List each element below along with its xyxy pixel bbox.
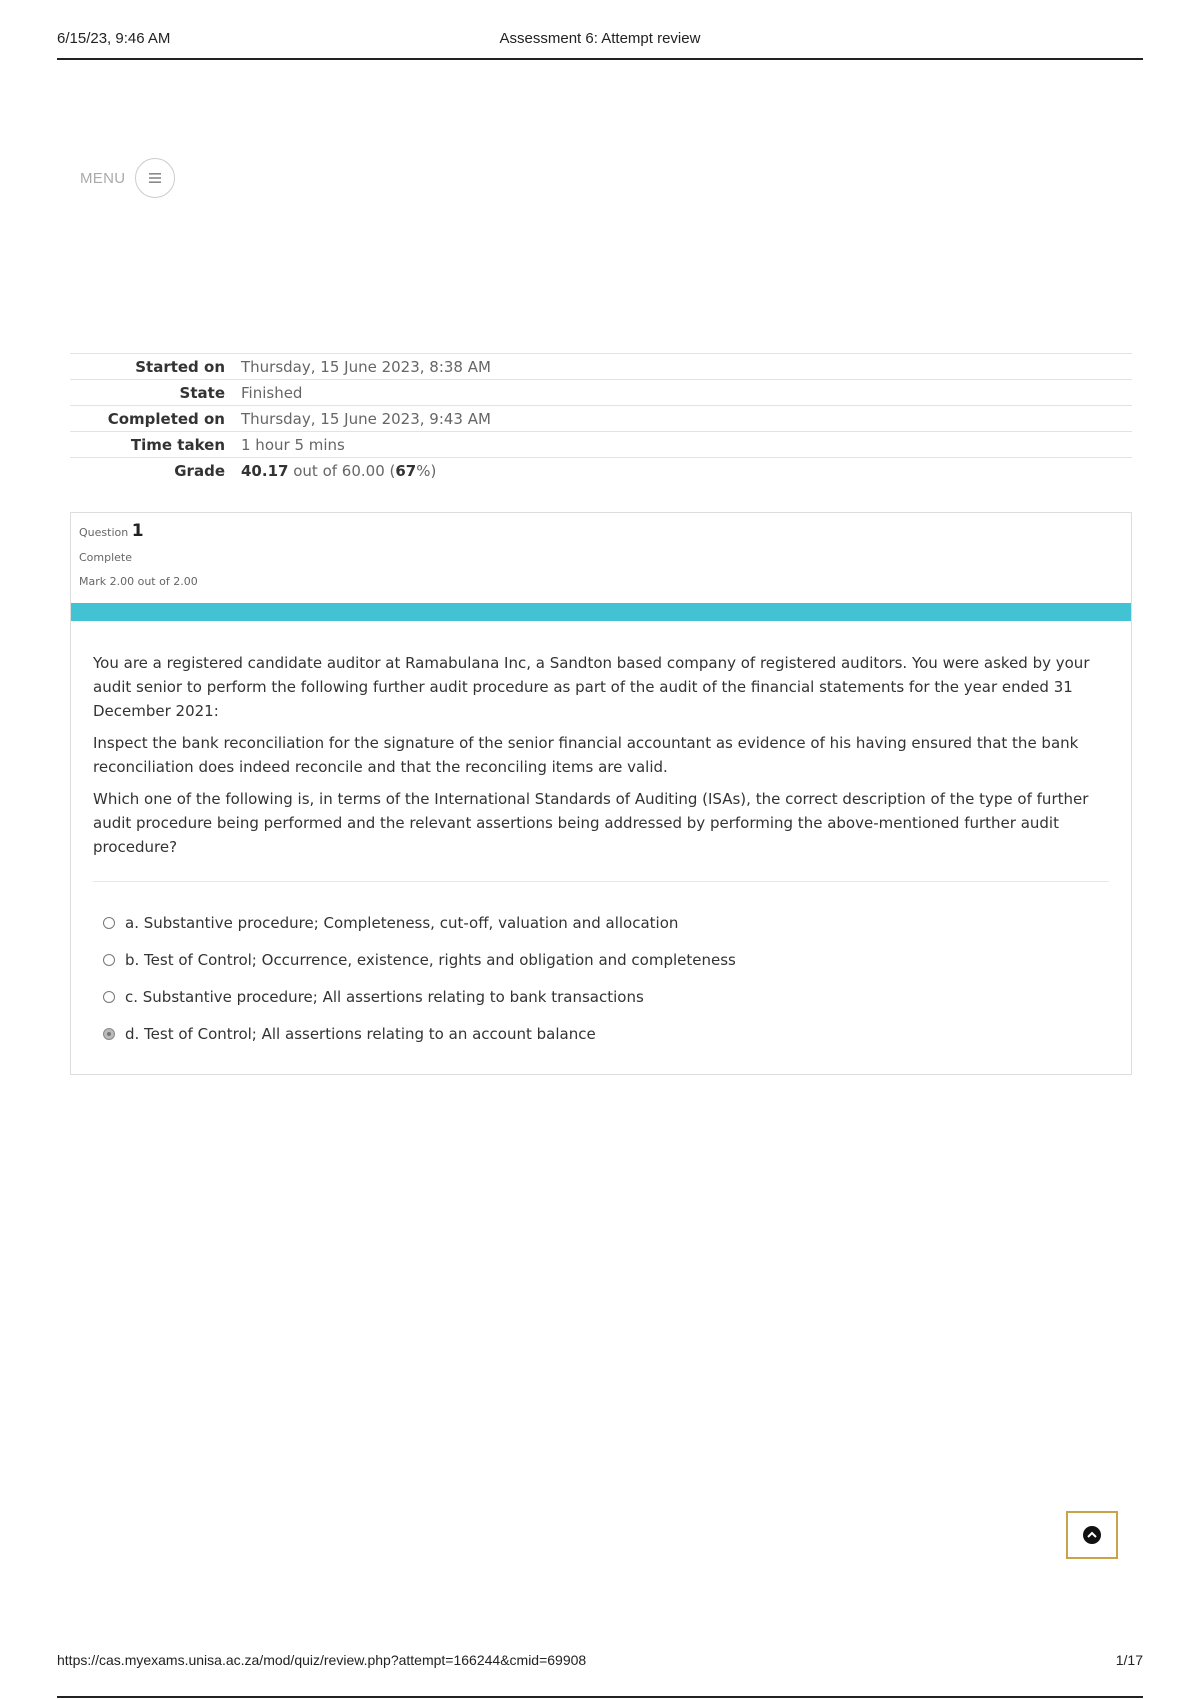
question-text: [71, 621, 1131, 859]
print-datetime: 6/15/23, 9:46 AM: [57, 30, 171, 47]
summary-row: [70, 380, 1132, 406]
menu-label: MENU: [80, 169, 126, 187]
radio-button[interactable]: [103, 991, 115, 1003]
grade-percent: 67: [395, 462, 417, 480]
page-url: https://cas.myexams.unisa.ac.za/mod/quiz/review.php?attempt=166244&cmid=69908: [57, 1652, 587, 1668]
question-status: Complete: [79, 551, 133, 564]
summary-value: Finished: [241, 384, 303, 402]
answer-option-c[interactable]: [103, 978, 1109, 1015]
answer-list: [71, 882, 1131, 1052]
question-label: Question: [79, 526, 129, 539]
radio-button[interactable]: [103, 917, 115, 929]
question-card: [70, 512, 1132, 1075]
question-paragraph: You are a registered candidate auditor at Ramabulana Inc, a Sandton based company of registered auditors. You were asked by your audit senior to perform the following further audit procedure as part of the audit of the financial statements for the year ended 31 December 2021:: [93, 654, 1090, 720]
hamburger-icon[interactable]: [135, 158, 175, 198]
grade-suffix: %): [416, 462, 437, 480]
radio-button[interactable]: [103, 954, 115, 966]
answer-text: a. Substantive procedure; Completeness, cut-off, valuation and allocation: [125, 913, 679, 932]
summary-label: State: [179, 384, 225, 402]
answer-text: d. Test of Control; All assertions relating to an account balance: [125, 1024, 596, 1043]
question-number-line: [79, 521, 1123, 541]
grade-value: [241, 458, 1132, 484]
answer-option-b[interactable]: [103, 941, 1109, 978]
summary-value: Thursday, 15 June 2023, 8:38 AM: [241, 358, 491, 376]
summary-row: [70, 432, 1132, 458]
grade-row: [70, 458, 1132, 484]
question-number: 1: [131, 521, 144, 541]
summary-value: 1 hour 5 mins: [241, 436, 345, 454]
summary-label: Started on: [135, 358, 225, 376]
grade-out-of: out of 60.00 (: [293, 462, 396, 480]
question-paragraph: Which one of the following is, in terms of the International Standards of Auditing (ISAs), the correct description of the type of further audit procedure being performed and the relevant assertions being addressed by performing the above-mentioned further audit procedure?: [93, 790, 1089, 856]
question-paragraph: Inspect the bank reconciliation for the signature of the senior financial accountant as evidence of his having ensured that the bank reconciliation does indeed reconcile and that the reconciling items are valid.: [93, 734, 1079, 776]
attempt-summary-table: [70, 353, 1132, 483]
print-header: [57, 30, 1143, 60]
page-number: 1/17: [1115, 1652, 1143, 1668]
answer-option-d[interactable]: [103, 1015, 1109, 1052]
radio-button-selected[interactable]: [103, 1028, 115, 1040]
question-info: [71, 513, 1131, 603]
summary-row: [70, 354, 1132, 380]
print-page-title: Assessment 6: Attempt review: [499, 30, 701, 47]
question-mark: Mark 2.00 out of 2.00: [79, 575, 198, 588]
answer-text: c. Substantive procedure; All assertions relating to bank transactions: [125, 987, 644, 1006]
summary-label: Time taken: [130, 436, 225, 454]
menu-toggle[interactable]: [80, 158, 175, 198]
summary-row: [70, 406, 1132, 432]
grade-score: 40.17: [241, 462, 289, 480]
arrow-up-circle-icon: [1083, 1526, 1101, 1544]
summary-label: Completed on: [107, 410, 225, 428]
answer-text: b. Test of Control; Occurrence, existence, rights and obligation and completeness: [125, 950, 736, 969]
answer-option-a[interactable]: [103, 904, 1109, 941]
print-footer: [57, 1652, 1143, 1698]
question-status-bar: [71, 603, 1131, 621]
grade-label: Grade: [174, 462, 225, 480]
summary-value: Thursday, 15 June 2023, 9:43 AM: [241, 410, 491, 428]
back-to-top-button[interactable]: [1066, 1511, 1118, 1559]
